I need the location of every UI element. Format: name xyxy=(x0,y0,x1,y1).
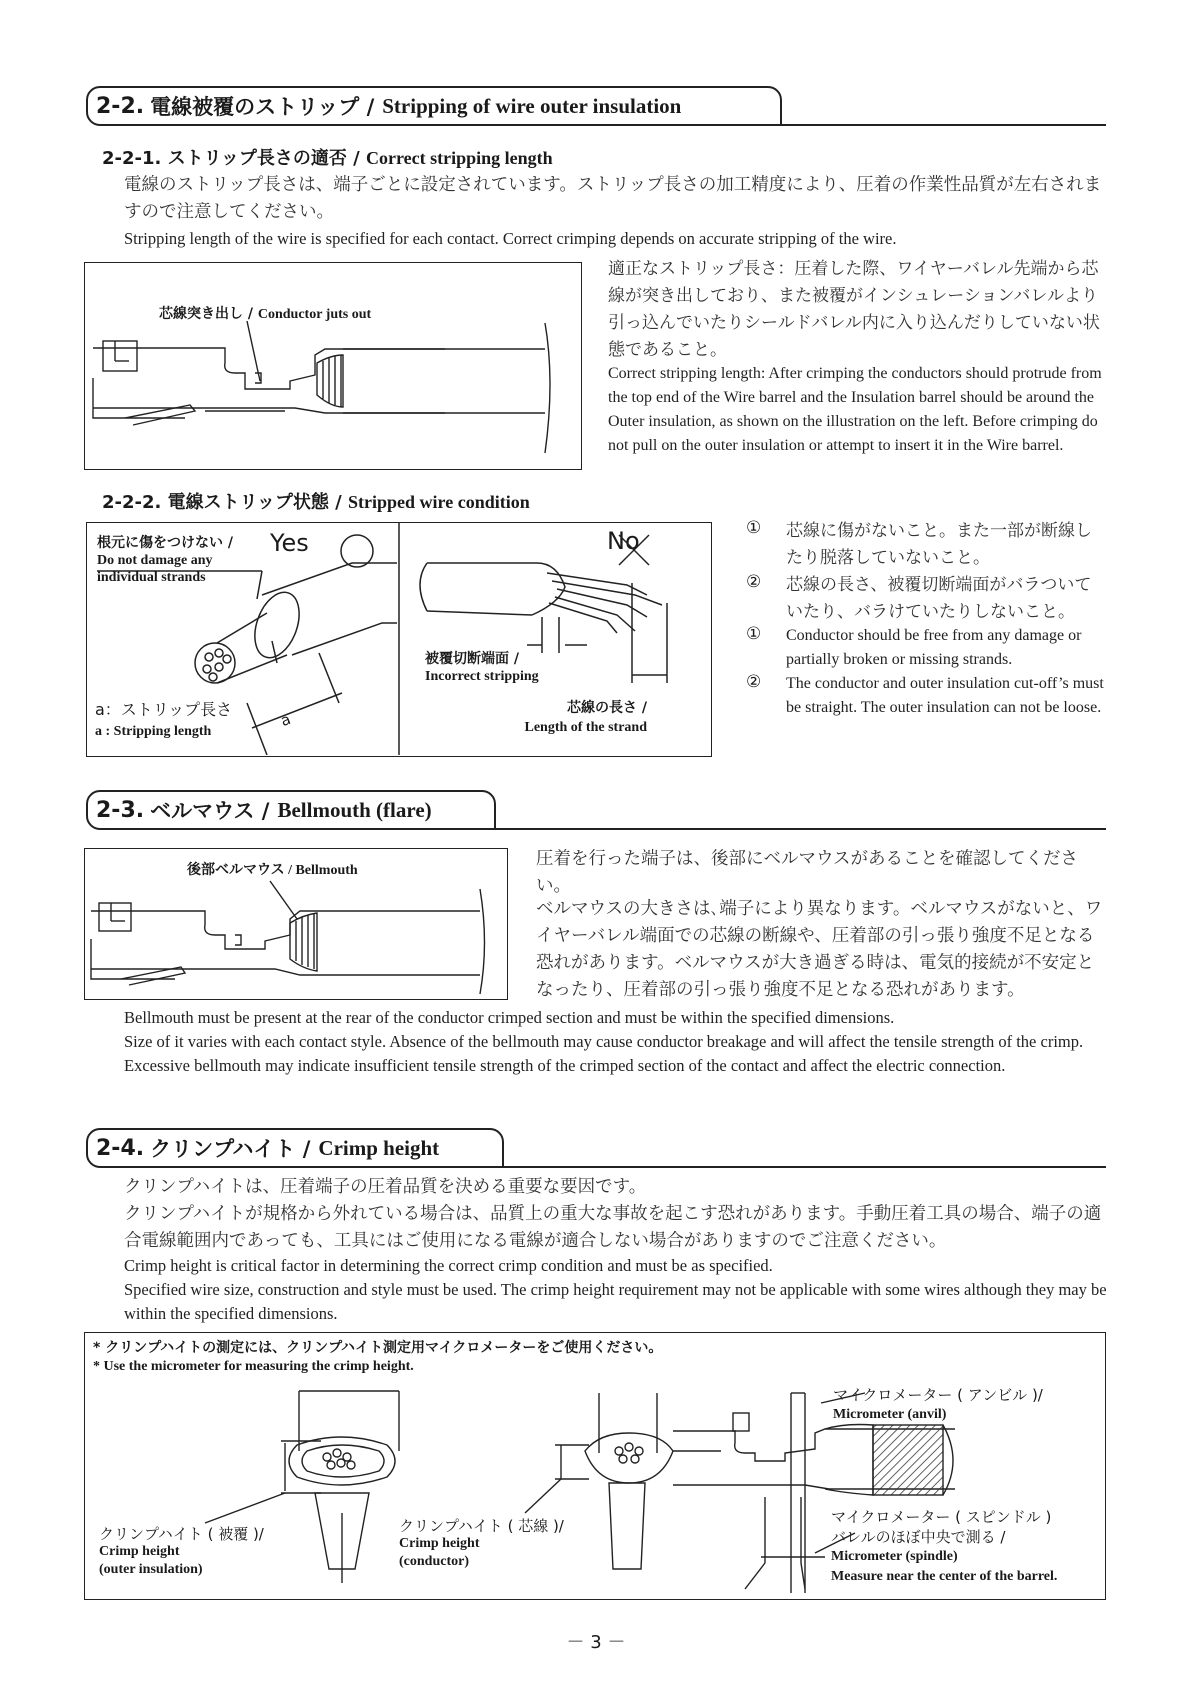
figure-bellmouth xyxy=(84,848,508,1000)
list-text: Conductor should be free from any damage or partially broken or missing strands. xyxy=(786,627,1082,668)
label-en: (conductor) xyxy=(399,1554,469,1569)
page-number: － 3 － xyxy=(566,1632,626,1653)
label-jp: 芯線の長さ / xyxy=(567,700,647,716)
crimp-text-jp1: クリンプハイトは、圧着端子の圧着品質を決める重要な要因です。 xyxy=(124,1177,647,1197)
section-number: 2-2. xyxy=(96,93,145,119)
figure-crimp-height xyxy=(84,1332,1106,1600)
bellmouth-text-en1: Bellmouth must be present at the rear of the conductor crimped section and must be within the specified dimensions. xyxy=(124,1008,895,1027)
bellmouth-text-jp2: ベルマウスの大きさは､端子により異なります。ベルマウスがないと、ワイヤーバレル端面での芯線の断線や、圧着部の引っ張り強度不足となる恐れがあります。ベルマウスが大き過ぎる時は、電気的接続が不安定となったり、圧着部の引っ張り強度不足となる恐れがあります。 xyxy=(536,899,1103,1000)
note-jp: * クリンプハイトの測定には、クリンプハイト測定用マイクロメーターをご使用ください。 xyxy=(93,1340,663,1356)
list-text: The conductor and outer insulation cut-off’s must be straight. The outer insulation can not be loose. xyxy=(786,675,1104,716)
label-en: individual strands xyxy=(97,570,206,585)
list-number: ② xyxy=(746,572,762,592)
figure-label: 後部ベルマウス / Bellmouth xyxy=(187,863,358,878)
label-en: Crimp height xyxy=(99,1544,180,1559)
label-jp: マイクロメーター ( アンビル )/ xyxy=(833,1386,1043,1404)
label-a: a xyxy=(278,709,294,731)
label-jp: 被覆切断端面 / xyxy=(425,651,519,667)
list-item xyxy=(746,518,1110,572)
label-en: Measure near the center of the barrel. xyxy=(831,1569,1058,1584)
side-text-jp: 適正なストリップ長さ：圧着した際、ワイヤーバレル先端から芯線が突き出しており、また被覆がインシュレーションバレルより引っ込んでいたりシールドバレル内に入り込んだりしていない状態であること。 xyxy=(608,259,1100,360)
section-title-jp: 電線被覆のストリップ / xyxy=(150,95,375,119)
figure-stripped-wire xyxy=(86,522,712,757)
label-en: Incorrect stripping xyxy=(425,669,539,684)
label-en: Conductor juts out xyxy=(257,307,372,322)
subsection-title-2-2-1 xyxy=(102,144,553,170)
crimp-height-diagram xyxy=(85,1333,1104,1598)
side-text-en: Correct stripping length: After crimping the conductors should protrude from the top end of the Wire barrel and the Insulation barrel should be around the Outer insulation, as shown on the illustration on the left. Before crimping do not pull on the outer insulation or attempt to insert it in the Wire barrel. xyxy=(608,365,1102,454)
section-title-en: Stripping of wire outer insulation xyxy=(382,93,682,118)
paragraph-en: Stripping length of the wire is specified for each contact. Correct crimping depends on accurate stripping of the wire. xyxy=(124,229,897,248)
note-en: * Use the micrometer for measuring the crimp height. xyxy=(93,1359,414,1374)
list-text: 芯線に傷がないこと。また一部が断線したり脱落していないこと。 xyxy=(786,521,1092,568)
section-title-jp: クリンプハイト / xyxy=(150,1137,311,1161)
contact-diagram xyxy=(85,263,580,468)
wire-diagram xyxy=(87,523,710,755)
label-en: a : Stripping length xyxy=(95,724,212,739)
label-jp: クリンプハイト ( 被覆 )/ xyxy=(99,1525,264,1543)
subsection-title-jp: 2-2-1. ストリップ長さの適否 / xyxy=(102,148,360,169)
section-number: 2-4. xyxy=(96,1135,145,1161)
crimp-text-en2: Specified wire size, construction and style must be used. The crimp height requirement may not be applicable with some wires although they may be within the specified dimensions. xyxy=(124,1280,1107,1323)
list-text: 芯線の長さ、被覆切断端面がバラついていたり、バラけていたりしないこと。 xyxy=(786,575,1092,622)
label-en: Do not damage any xyxy=(97,553,213,568)
label-jp: バレルのほぼ中央で測る / xyxy=(831,1528,1006,1546)
no-label: No xyxy=(607,527,640,555)
label-en: (outer insulation) xyxy=(99,1562,203,1577)
list-item xyxy=(746,572,1110,626)
section-header-2-3 xyxy=(86,790,496,830)
section-title-en: Bellmouth (flare) xyxy=(277,797,432,822)
subsection-title-2-2-2 xyxy=(102,488,530,514)
list-item xyxy=(746,672,1110,720)
list-number: ② xyxy=(746,672,762,692)
list-item xyxy=(746,624,1110,672)
subsection-title-en: Correct stripping length xyxy=(366,148,553,168)
subsection-title-jp: 2-2-2. 電線ストリップ状態 / xyxy=(102,492,342,513)
label-en: Crimp height xyxy=(399,1536,480,1551)
section-header-2-2 xyxy=(86,86,782,126)
label-jp: クリンプハイト ( 芯線 )/ xyxy=(399,1517,564,1535)
label-jp: マイクロメーター ( スピンドル ) xyxy=(831,1508,1052,1526)
label-jp: 芯線突き出し / xyxy=(159,306,253,322)
label-en: Micrometer (anvil) xyxy=(833,1407,947,1422)
label-en: Length of the strand xyxy=(524,720,647,735)
bellmouth-text-en2: Size of it varies with each contact style. Absence of the bellmouth may cause conductor breakage and will affect the tensile strength of the crimp. Excessive bellmouth may indicate insufficient tensile strength of the crimped section of the contact and affect the electric connection. xyxy=(124,1032,1084,1075)
label-jp: 根元に傷をつけない / xyxy=(97,535,233,551)
subsection-title-en: Stripped wire condition xyxy=(348,492,530,512)
section-rule xyxy=(494,828,1106,830)
section-title-jp: ベルマウス / xyxy=(150,799,270,823)
label-jp: a：ストリップ長さ xyxy=(95,700,233,719)
crimp-text-jp2: クリンプハイトが規格から外れている場合は、品質上の重大な事故を起こす恐れがあります。手動圧着工具の場合、端子の適合電線範囲内であっても、工具にはご使用になる電線が適合しない場合がありますのでご注意ください。 xyxy=(124,1204,1102,1251)
list-number: ① xyxy=(746,518,762,538)
section-header-2-4 xyxy=(86,1128,504,1168)
list-number: ① xyxy=(746,624,762,644)
section-rule xyxy=(502,1166,1106,1168)
figure-stripping-length xyxy=(84,262,582,470)
crimp-text-en1: Crimp height is critical factor in determining the correct crimp condition and must be as specified. xyxy=(124,1256,773,1275)
section-title-en: Crimp height xyxy=(318,1135,440,1160)
section-number: 2-3. xyxy=(96,797,145,823)
paragraph-jp: 電線のストリップ長さは、端子ごとに設定されています。ストリップ長さの加工精度により、圧着の作業性品質が左右されますので注意してください。 xyxy=(124,175,1102,222)
bellmouth-diagram xyxy=(85,849,506,998)
section-rule xyxy=(780,124,1106,126)
bellmouth-text-jp1: 圧着を行った端子は、後部にベルマウスがあることを確認してください。 xyxy=(536,849,1078,896)
label-en: Micrometer (spindle) xyxy=(831,1549,958,1564)
yes-label: Yes xyxy=(270,529,309,557)
